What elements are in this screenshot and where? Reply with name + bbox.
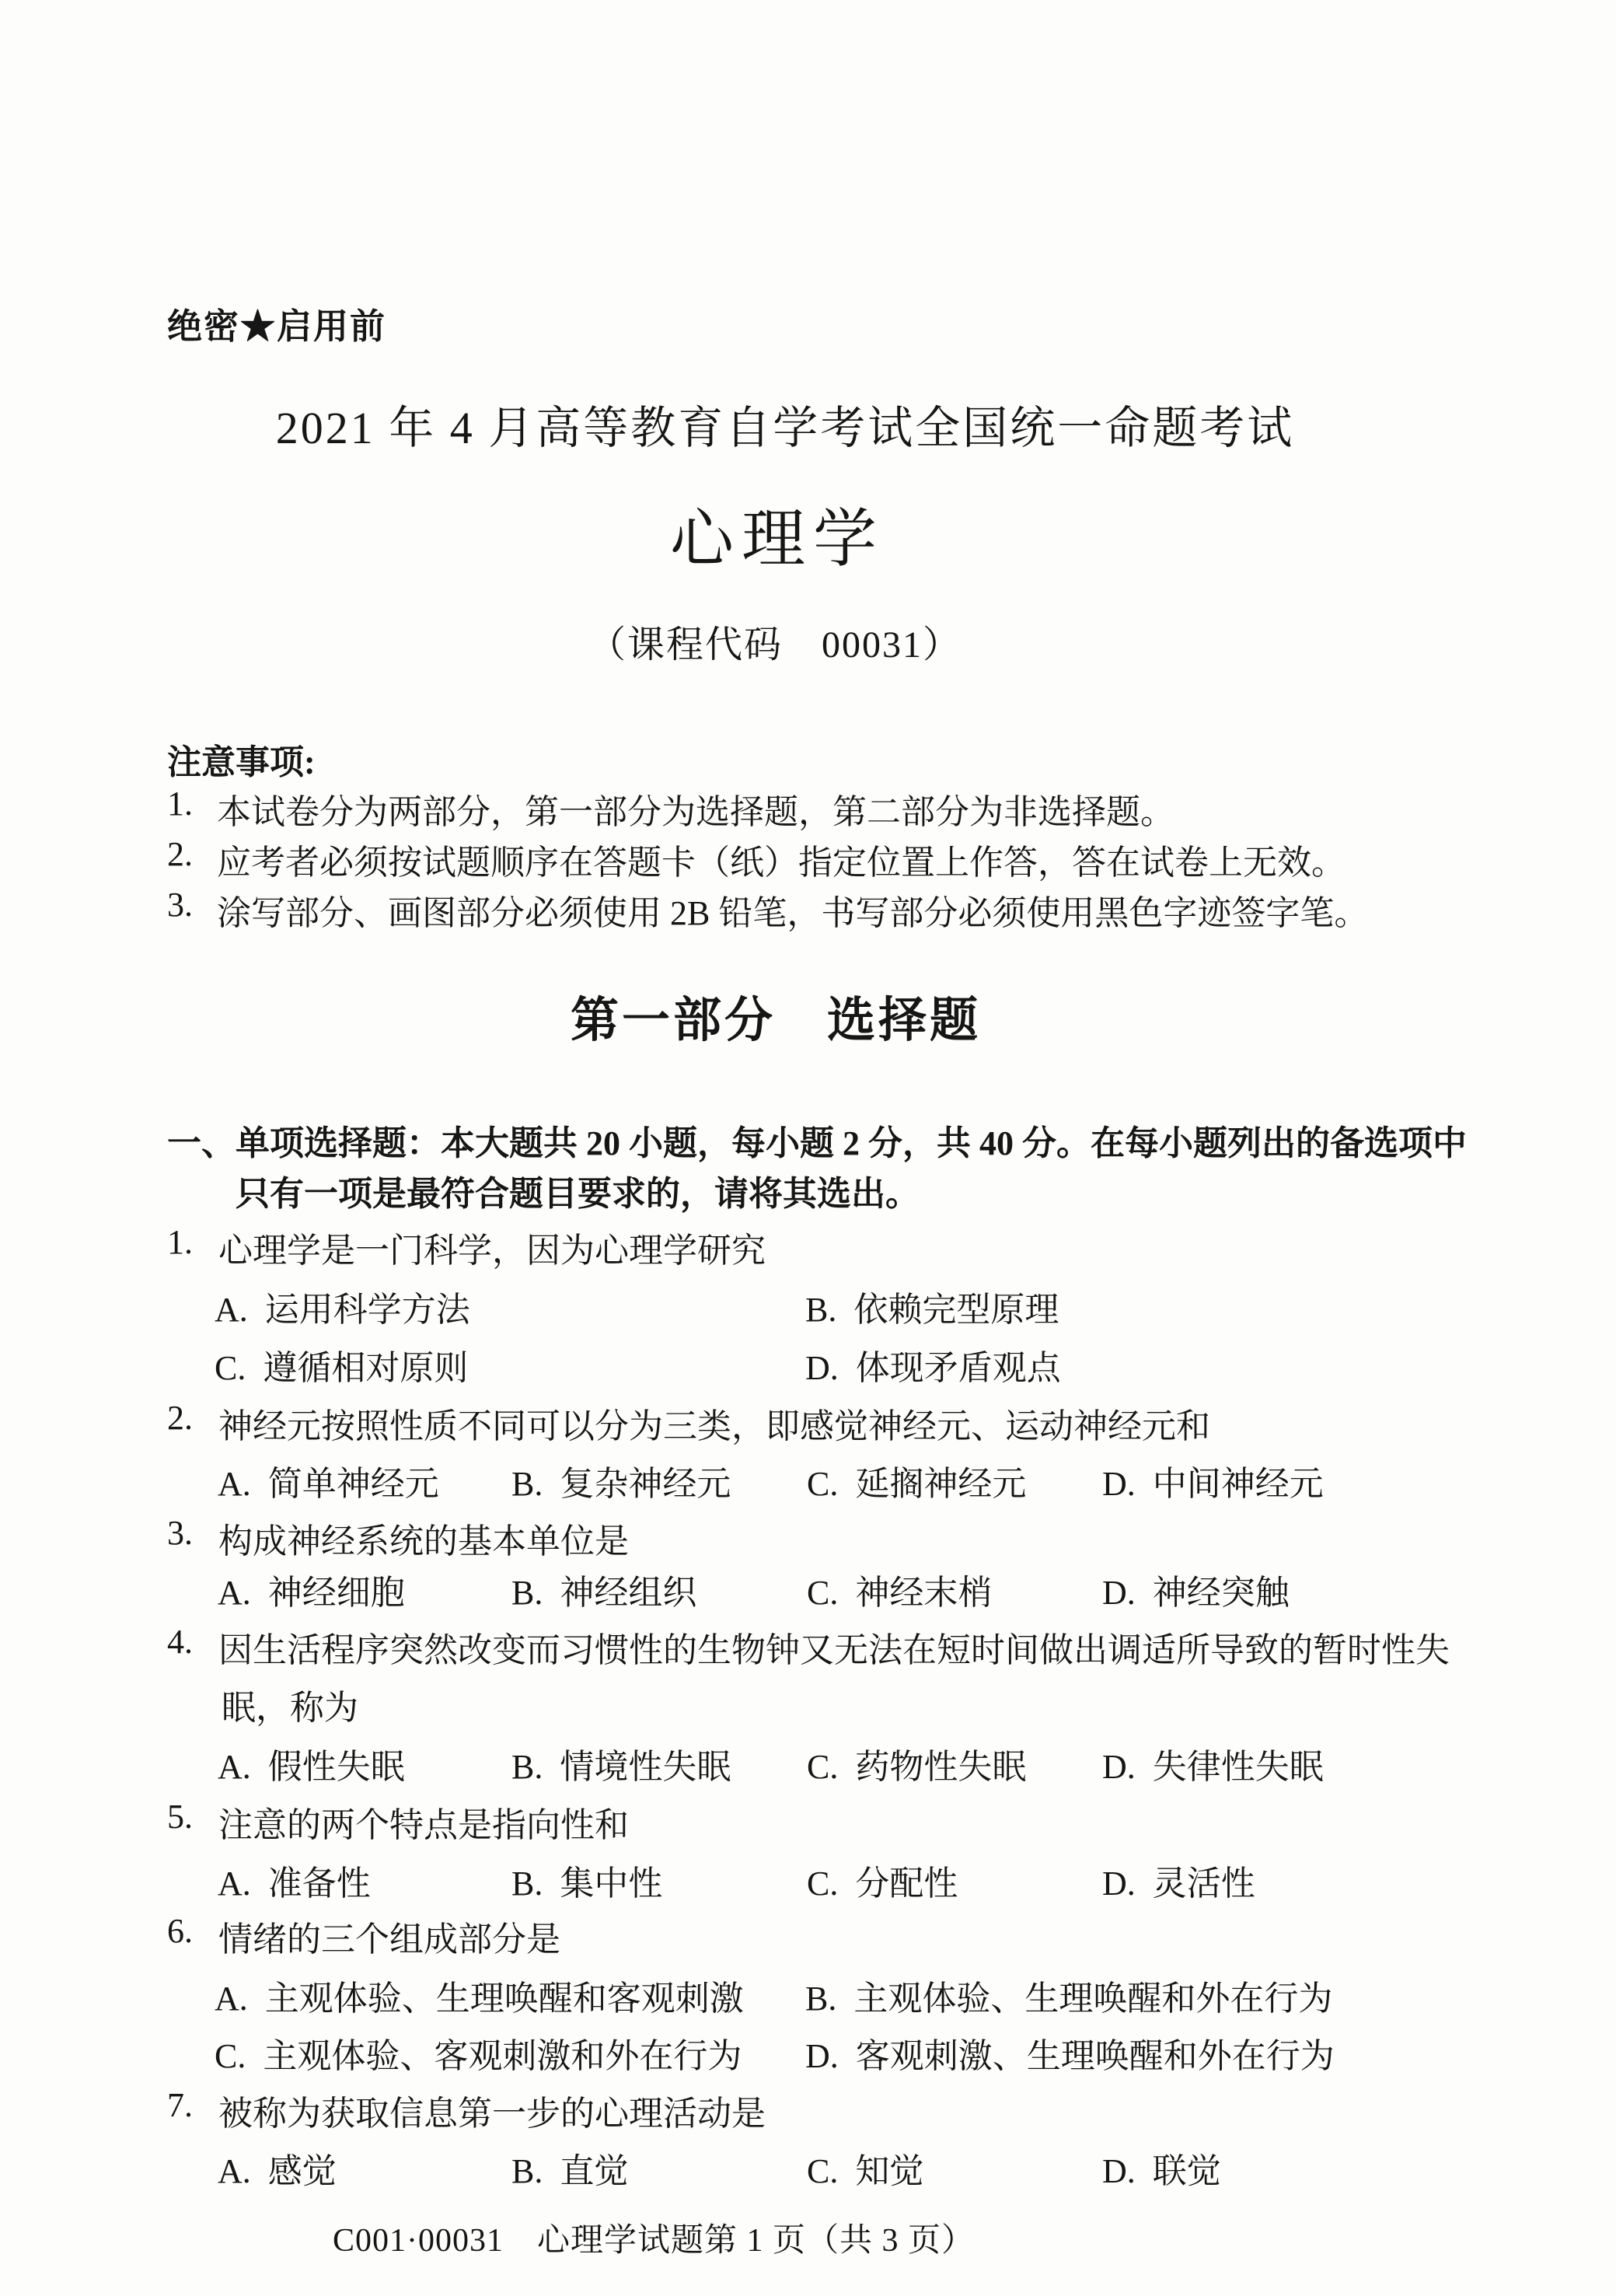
question-4-options-row [0, 1739, 1616, 1785]
option-text: 药物性失眠 [855, 1748, 1027, 1786]
question-number: 1. [167, 1223, 193, 1261]
question-number: 3. [167, 1514, 193, 1552]
option-label: C. [807, 1465, 839, 1503]
question-2-options-row [0, 1456, 1616, 1502]
question-text: 被称为获取信息第一步的心理活动是 [218, 2095, 766, 2133]
question-5-options-row [0, 1855, 1616, 1902]
notice-item-number: 1. [167, 785, 193, 823]
question-number: 4. [167, 1623, 193, 1661]
option-7-D [1102, 2143, 1221, 2193]
option-label: D. [1102, 1864, 1136, 1903]
option-text: 神经细胞 [267, 1574, 405, 1612]
option-3-B [511, 1564, 696, 1614]
option-text: 主观体验、生理唤醒和外在行为 [853, 1980, 1333, 2018]
option-text: 遵循相对原则 [263, 1349, 469, 1387]
course-code: （课程代码 00031） [588, 624, 962, 666]
notice-heading: 注意事项: [167, 743, 316, 781]
option-label: D. [1102, 2152, 1136, 2190]
option-label: D. [1102, 1465, 1136, 1503]
option-text: 神经突触 [1152, 1574, 1290, 1612]
option-4-B [511, 1739, 731, 1788]
notice-item-2 [167, 834, 1346, 884]
option-3-C [807, 1564, 992, 1614]
question-1-options-row-2 [0, 1340, 1616, 1386]
question-number: 2. [167, 1399, 193, 1437]
option-6-D [805, 2028, 1335, 2078]
notice-item-number: 2. [167, 835, 193, 873]
option-label: C. [215, 1349, 246, 1387]
option-5-A [218, 1855, 371, 1905]
notice-item-number: 3. [167, 886, 193, 924]
option-6-A [215, 1970, 744, 2020]
notice-item-text: 涂写部分、画图部分必须使用 2B 铅笔，书写部分必须使用黑色字迹签字笔。 [217, 894, 1369, 932]
option-label: B. [511, 1748, 543, 1786]
question-text: 神经元按照性质不同可以分为三类，即感觉神经元、运动神经元和 [218, 1407, 1210, 1445]
option-text: 体现矛盾观点 [855, 1349, 1061, 1387]
option-1-A [215, 1281, 470, 1331]
question-2-stem [167, 1398, 1210, 1448]
option-text: 神经末梢 [855, 1574, 993, 1612]
section-intro-line1: 一、单项选择题：本大题共 20 小题，每小题 2 分，共 40 分。在每小题列出的备选项中 [167, 1124, 1467, 1162]
option-text: 假性失眠 [267, 1748, 405, 1786]
question-6-stem [167, 1911, 560, 1961]
question-3-stem [167, 1513, 629, 1563]
question-number: 7. [167, 2086, 193, 2124]
option-7-A [218, 2143, 337, 2193]
question-text: 因生活程序突然改变而习惯性的生物钟又无法在短时间做出调适所导致的暂时性失 [218, 1631, 1450, 1669]
option-6-C [215, 2028, 742, 2078]
option-text: 情境性失眠 [560, 1748, 731, 1786]
option-1-C [215, 1340, 468, 1389]
option-label: B. [511, 1864, 543, 1903]
question-1-stem [167, 1222, 766, 1272]
option-label: D. [805, 2037, 839, 2075]
subject-title: 心理学 [669, 504, 885, 575]
option-label: B. [511, 2152, 543, 2190]
option-label: C. [807, 1574, 839, 1612]
option-label: D. [805, 1349, 839, 1387]
option-text: 中间神经元 [1152, 1465, 1324, 1503]
question-text: 心理学是一门科学，因为心理学研究 [218, 1232, 766, 1270]
question-6-options-row-2 [0, 2028, 1616, 2074]
exam-title: 2021 年 4 月高等教育自学考试全国统一命题考试 [275, 403, 1295, 453]
option-label: A. [218, 1748, 251, 1786]
section-heading: 第一部分 选择题 [570, 994, 981, 1047]
option-label: C. [215, 2037, 246, 2075]
option-3-A [218, 1564, 405, 1614]
notice-item-3 [167, 885, 1368, 935]
question-1-options-row-1 [0, 1281, 1616, 1328]
option-5-C [807, 1855, 958, 1905]
option-1-B [805, 1281, 1059, 1331]
option-label: C. [807, 1864, 839, 1903]
option-2-C [807, 1456, 1026, 1505]
option-7-B [511, 2143, 628, 2193]
question-7-stem [167, 2085, 766, 2135]
option-5-B [511, 1855, 662, 1905]
option-text: 依赖完型原理 [853, 1291, 1059, 1329]
page-footer: C001·00031 心理学试题第 1 页（共 3 页） [333, 2223, 976, 2259]
option-text: 集中性 [560, 1864, 663, 1903]
question-6-options-row-1 [0, 1970, 1616, 2017]
option-text: 联觉 [1152, 2152, 1221, 2190]
option-label: A. [218, 1465, 251, 1503]
option-text: 简单神经元 [267, 1465, 439, 1503]
option-label: B. [511, 1465, 543, 1503]
option-2-B [511, 1456, 731, 1505]
option-text: 客观刺激、生理唤醒和外在行为 [855, 2037, 1335, 2075]
option-label: A. [218, 1864, 251, 1903]
option-label: D. [1102, 1574, 1136, 1612]
question-4-stem [167, 1622, 1450, 1672]
option-label: C. [807, 2152, 839, 2190]
option-2-A [218, 1456, 439, 1505]
notice-item-text: 应考者必须按试题顺序在答题卡（纸）指定位置上作答，答在试卷上无效。 [217, 844, 1346, 882]
notice-item-text: 本试卷分为两部分，第一部分为选择题，第二部分为非选择题。 [217, 793, 1174, 831]
option-4-A [218, 1739, 405, 1788]
section-intro-line2: 只有一项是最符合题目要求的，请将其选出。 [236, 1175, 920, 1213]
option-text: 延搁神经元 [855, 1465, 1027, 1503]
question-5-stem [167, 1797, 629, 1847]
option-text: 运用科学方法 [264, 1291, 470, 1329]
question-text: 情绪的三个组成部分是 [218, 1920, 560, 1959]
option-text: 灵活性 [1152, 1864, 1255, 1903]
option-label: A. [218, 1574, 251, 1612]
classification-label: 绝密★启用前 [167, 307, 387, 346]
question-number: 6. [167, 1912, 193, 1950]
option-6-B [805, 1970, 1332, 2020]
option-label: B. [511, 1574, 543, 1612]
question-4-stem-continuation: 眠，称为 [222, 1689, 358, 1727]
notice-item-1 [167, 784, 1174, 833]
option-5-D [1102, 1855, 1255, 1905]
option-text: 直觉 [560, 2152, 629, 2190]
option-label: D. [1102, 1748, 1136, 1786]
option-label: A. [215, 1980, 248, 2018]
option-text: 神经组织 [560, 1574, 697, 1612]
option-text: 主观体验、生理唤醒和客观刺激 [264, 1980, 744, 2018]
option-7-C [807, 2143, 923, 2193]
question-number: 5. [167, 1798, 193, 1836]
question-7-options-row [0, 2143, 1616, 2189]
option-label: B. [805, 1980, 837, 2018]
option-text: 知觉 [855, 2152, 924, 2190]
option-text: 感觉 [267, 2152, 337, 2190]
option-label: C. [807, 1748, 839, 1786]
option-text: 复杂神经元 [560, 1465, 731, 1503]
option-1-D [805, 1340, 1061, 1389]
option-4-C [807, 1739, 1026, 1788]
option-label: A. [218, 2152, 251, 2190]
option-text: 主观体验、客观刺激和外在行为 [263, 2037, 742, 2075]
option-text: 准备性 [267, 1864, 371, 1903]
question-text: 构成神经系统的基本单位是 [218, 1522, 629, 1560]
option-label: A. [215, 1291, 248, 1329]
option-2-D [1102, 1456, 1324, 1505]
option-3-D [1102, 1564, 1290, 1614]
option-text: 分配性 [855, 1864, 958, 1903]
option-4-D [1102, 1739, 1324, 1788]
question-text: 注意的两个特点是指向性和 [218, 1806, 629, 1844]
option-label: B. [805, 1291, 837, 1329]
option-text: 失律性失眠 [1152, 1748, 1324, 1786]
question-3-options-row [0, 1564, 1616, 1611]
